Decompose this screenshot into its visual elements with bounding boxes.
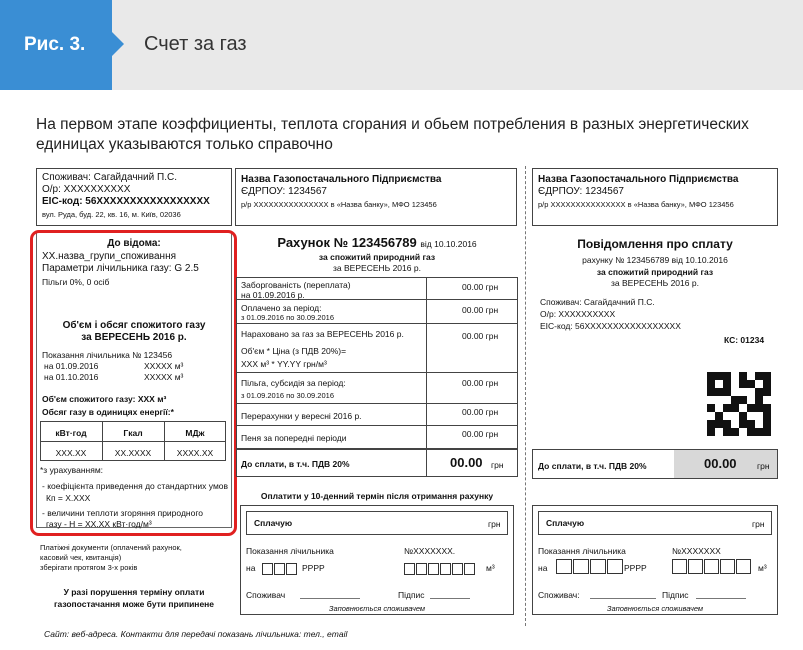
qr-module [723, 388, 731, 396]
invoice-col-divider [426, 277, 427, 477]
notice-paid-label: Сплачую [546, 518, 585, 528]
pay-term: Оплатити у 10-денний термін після отримання рахунку [260, 491, 494, 501]
docs-note-1: Платіжні документи (оплачений рахунок, [40, 543, 182, 552]
row-debt-label: Заборгованість (переплата) [241, 280, 351, 290]
qr-module [747, 396, 755, 404]
invoice-total-value: 00.00 [450, 455, 483, 470]
qr-module [723, 396, 731, 404]
docs-note-3: зберігати протягом 3-х років [40, 563, 138, 572]
readings-year: РРРР [302, 563, 325, 573]
row-charged-label: Нараховано за газ за ВЕРЕСЕНЬ 2016 р. [241, 329, 404, 339]
value-mj: XXXX.XX [176, 448, 214, 458]
notice-account: О/р: XXXXXXXXXX [540, 309, 616, 319]
notice-date-boxes[interactable] [556, 558, 624, 576]
notice-invoice: рахунку № 123456789 від 10.10.2016 [582, 255, 728, 265]
qr-module [763, 380, 771, 388]
qr-module [707, 388, 715, 396]
invoice-total-unit: грн [491, 460, 504, 470]
info-benefits: Пільги 0%, 0 осіб [42, 277, 110, 287]
reading-date-boxes[interactable] [262, 560, 298, 578]
row-charged-values: XXX м³ * YY.YY грн/м³ [241, 359, 327, 369]
filled-note: Заповнюється споживачем [328, 604, 426, 613]
qr-module [747, 380, 755, 388]
qr-module [747, 372, 755, 380]
reading-2-label: на 01.10.2016 [44, 372, 99, 382]
value-gcal: XX.XXXX [114, 448, 152, 458]
qr-module [723, 404, 731, 412]
volume-title: Об'єм і обсяг спожитого газу [62, 320, 206, 331]
qr-module [723, 412, 731, 420]
qr-module [723, 380, 731, 388]
footnote-1b: Кп = X.XXX [46, 493, 91, 503]
footnote-2b: газу - H = XX.XX кВт·год/м³ [46, 519, 152, 529]
notice-consumer: Споживач: Сагайдачний П.С. [540, 297, 655, 307]
paid-unit: грн [488, 519, 501, 529]
qr-module [755, 404, 763, 412]
invoice-row-line-4 [236, 403, 518, 404]
qr-module [763, 388, 771, 396]
signature-line[interactable] [430, 598, 470, 599]
figure-title: Счет за газ [144, 33, 247, 55]
signature-label: Підпис [398, 590, 425, 600]
row-benefit-period: з 01.09.2016 по 30.09.2016 [241, 391, 334, 400]
reading-1-label: на 01.09.2016 [44, 361, 99, 371]
qr-module [707, 412, 715, 420]
qr-module [763, 412, 771, 420]
footer-contacts: Сайт: веб-адреса. Контакти для передачі показань лічильника: тел., email [44, 629, 348, 639]
info-group: XX.назва_групи_споживання [42, 251, 177, 262]
invoice-total-label: До сплати, в т.ч. ПДВ 20% [241, 459, 350, 469]
consumer-sign-line[interactable] [300, 598, 360, 599]
consumer-name: Споживач: Сагайдачний П.С. [42, 172, 177, 183]
warning-1: У разі порушення терміну оплати [63, 587, 205, 597]
notice-consumer-sign-line[interactable] [590, 598, 656, 599]
invoice-subtitle-1: за спожитий природний газ [318, 252, 436, 262]
qr-module [747, 420, 755, 428]
qr-module [731, 404, 739, 412]
qr-module [707, 404, 715, 412]
supplier-name: Назва Газопостачального Підприємства [241, 174, 442, 185]
reading-value-boxes[interactable] [404, 560, 476, 578]
row-benefit-value: 00.00 грн [462, 378, 499, 388]
docs-note-2: касовий чек, квитанція) [40, 553, 122, 562]
qr-module [755, 412, 763, 420]
row-recalc-value: 00.00 грн [462, 407, 499, 417]
qr-module [723, 420, 731, 428]
qr-module [715, 428, 723, 436]
notice-readings-year: РРРР [624, 563, 647, 573]
qr-module [723, 372, 731, 380]
qr-module [707, 420, 715, 428]
qr-module [739, 412, 747, 420]
readings-unit: м³ [486, 563, 495, 573]
notice-signature-label: Підпис [662, 590, 689, 600]
invoice-row-line-5 [236, 425, 518, 426]
qr-module [715, 412, 723, 420]
qr-module [763, 404, 771, 412]
qr-module [731, 428, 739, 436]
paid-label: Сплачую [254, 518, 293, 528]
energy-line: Обсяг газу в одиницях енергії:* [42, 407, 174, 417]
invoice-number: Рахунок № 123456789 [277, 235, 417, 250]
notice-total-unit: грн [757, 461, 770, 471]
row-paid-label: Оплачено за період: [241, 303, 322, 313]
invoice-subtitle-2: за ВЕРЕСЕНЬ 2016 р. [333, 263, 421, 273]
row-debt-date: на 01.09.2016 р. [241, 290, 305, 300]
readings-on: на [246, 563, 256, 573]
qr-module [739, 396, 747, 404]
qr-module [739, 372, 747, 380]
qr-module [747, 404, 755, 412]
info-meter-params: Параметри лічильника газу: G 2.5 [42, 263, 199, 274]
value-kwh: XXX.XX [55, 448, 87, 458]
notice-readings-label: Показання лічильника [538, 546, 626, 556]
qr-module [731, 388, 739, 396]
supplier-name-right: Назва Газопостачального Підприємства [538, 174, 739, 185]
qr-module [739, 388, 747, 396]
qr-module [731, 372, 739, 380]
notice-readings-unit: м³ [758, 563, 767, 573]
qr-module [747, 428, 755, 436]
qr-module [755, 420, 763, 428]
row-paid-period: з 01.09.2016 по 30.09.2016 [241, 313, 334, 322]
qr-module [715, 372, 723, 380]
notice-subtitle-1: за спожитий природний газ [596, 267, 714, 277]
row-charged-value: 00.00 грн [462, 331, 499, 341]
notice-meter-no: №XXXXXXX [672, 546, 721, 556]
row-penalty-value: 00.00 грн [462, 429, 499, 439]
qr-module [707, 380, 715, 388]
notice-signature-line[interactable] [696, 598, 746, 599]
qr-module [707, 372, 715, 380]
qr-module [763, 428, 771, 436]
invoice-row-line-3 [236, 372, 518, 373]
footnote-2a: - величини теплоти згоряння природного [42, 508, 203, 518]
notice-ks: КС: 01234 [724, 335, 765, 345]
notice-subtitle-2: за ВЕРЕСЕНЬ 2016 р. [611, 278, 699, 288]
qr-module [707, 396, 715, 404]
qr-module [747, 412, 755, 420]
meter-number: Показання лічильника № 123456 [42, 350, 173, 360]
qr-module [755, 396, 763, 404]
qr-module [723, 428, 731, 436]
qr-module [763, 420, 771, 428]
qr-module [755, 388, 763, 396]
qr-module [763, 372, 771, 380]
supplier-edrpou-right: ЄДРПОУ: 1234567 [538, 186, 624, 197]
consumer-account: О/р: XXXXXXXXXX [42, 184, 131, 195]
qr-module [739, 428, 747, 436]
footnote-1a: - коефіцієнта приведення до стандартних умов [42, 481, 229, 491]
invoice-row-line-6 [236, 448, 518, 450]
qr-module [731, 420, 739, 428]
footnote-title: *з урахуванням: [40, 465, 104, 475]
qr-module [715, 388, 723, 396]
notice-total-value: 00.00 [704, 456, 737, 471]
qr-module [715, 380, 723, 388]
consumer-address: вул. Руда, буд. 22, кв. 16, м. Київ, 02036 [42, 210, 181, 219]
qr-module [763, 396, 771, 404]
qr-module [739, 404, 747, 412]
qr-module [755, 372, 763, 380]
volume-period: за ВЕРЕСЕНЬ 2016 р. [81, 332, 187, 343]
notice-readings-on: на [538, 563, 548, 573]
row-penalty-label: Пеня за попередні періоди [241, 433, 347, 443]
qr-module [731, 380, 739, 388]
notice-eic: ЕІС-код: 56XXXXXXXXXXXXXXXXX [540, 321, 681, 331]
notice-filled-note: Заповнюється споживачем [606, 604, 704, 613]
qr-module [715, 404, 723, 412]
volume-line: Об'єм спожитого газу: XXX м³ [42, 394, 167, 404]
unit-kwh: кВт·год [55, 428, 87, 438]
qr-module [755, 428, 763, 436]
qr-code-icon [707, 372, 771, 436]
invoice-date: від 10.10.2016 [420, 239, 477, 249]
unit-mj: МДж [185, 428, 205, 438]
cut-line [525, 166, 526, 626]
consumer-eic: ЕІС-код: 56XXXXXXXXXXXXXXXXX [42, 196, 210, 207]
qr-module [715, 420, 723, 428]
qr-module [731, 412, 739, 420]
qr-module [707, 428, 715, 436]
row-debt-value: 00.00 грн [462, 282, 499, 292]
qr-module [755, 380, 763, 388]
qr-module [747, 388, 755, 396]
readings-meter-no: №XXXXXXX. [404, 546, 456, 556]
reading-2-value: XXXXX м³ [144, 372, 184, 382]
row-charged-formula: Об'єм * Ціна (з ПДВ 20%)= [241, 346, 347, 356]
notice-consumer-sign-label: Споживач: [538, 590, 580, 600]
qr-module [739, 420, 747, 428]
figure-label-arrow [112, 32, 124, 56]
row-paid-value: 00.00 грн [462, 305, 499, 315]
figure-label: Рис. 3. [0, 0, 112, 90]
row-recalc-label: Перерахунки у вересні 2016 р. [241, 411, 362, 421]
intro-text: На первом этапе коэффициенты, теплота сгорания и обьем потребления в разных энергетических единицах указываются только справочно [36, 116, 749, 153]
qr-module [739, 380, 747, 388]
info-title: До відома: [107, 238, 161, 249]
unit-gcal: Гкал [123, 428, 143, 438]
notice-title: Повідомлення про сплату [577, 237, 733, 251]
reading-1-value: XXXXX м³ [144, 361, 184, 371]
notice-value-boxes[interactable] [672, 558, 752, 576]
notice-paid-unit: грн [752, 519, 765, 529]
supplier-edrpou: ЄДРПОУ: 1234567 [241, 186, 327, 197]
consumer-sign-label: Споживач [246, 590, 286, 600]
highlight-frame [30, 230, 237, 536]
row-benefit-label: Пільга, субсидія за період: [241, 378, 346, 388]
supplier-account: р/р XXXXXXXXXXXXXXX в «Назва банку», МФО 123456 [241, 200, 437, 209]
notice-total-label: До сплати, в т.ч. ПДВ 20% [538, 461, 647, 471]
qr-module [715, 396, 723, 404]
warning-2: газопостачання може бути припинене [53, 599, 215, 609]
qr-module [731, 396, 739, 404]
supplier-account-right: р/р XXXXXXXXXXXXXXX в «Назва банку», МФО 123456 [538, 200, 734, 209]
invoice-title [236, 236, 518, 251]
readings-label: Показання лічильника [246, 546, 334, 556]
